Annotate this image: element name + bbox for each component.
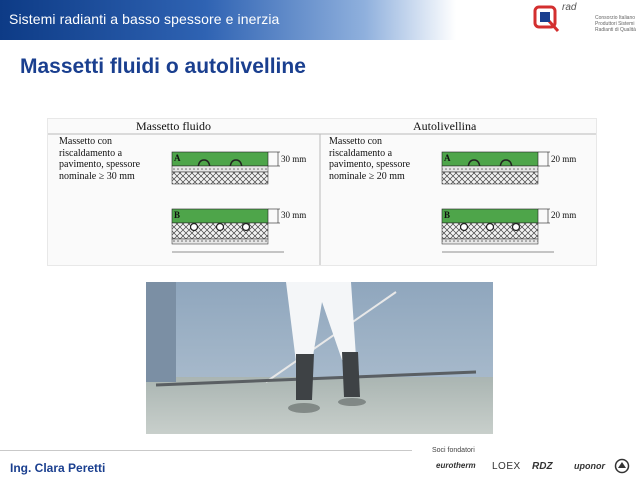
footer-divider <box>0 450 412 451</box>
right-section-a <box>442 152 550 184</box>
brand-uponor-logo: uponor <box>574 461 605 471</box>
left-column-description: Massetto con riscaldamento a pavimento, spessore nominale ≥ 30 mm <box>59 136 141 182</box>
brand-loex-logo: LOEX <box>492 461 521 472</box>
soci-fondatori-label: Soci fondatori <box>432 447 475 454</box>
author-name: Ing. Clara Peretti <box>10 461 106 475</box>
brand-rdz-logo: RDZ <box>532 461 553 472</box>
right-tag-b: B <box>444 210 451 220</box>
worker-leveling-screed-photo <box>146 282 493 434</box>
logo-caption <box>595 15 636 33</box>
logo-rad-text: rad <box>562 2 577 13</box>
left-section-b <box>172 209 284 252</box>
left-dimension-b: 30 mm <box>281 210 307 220</box>
slide-title: Massetti fluidi o autolivelline <box>20 55 306 78</box>
right-column-description: Massetto con riscaldamento a pavimento, spessore nominale ≥ 20 mm <box>329 136 411 182</box>
right-dimension-b: 20 mm <box>551 210 577 220</box>
left-column-heading: Massetto fluido <box>136 119 211 133</box>
screed-diagram <box>47 118 597 266</box>
right-section-b <box>442 209 554 252</box>
logo-caption-line: Produttori Sistemi <box>595 21 635 27</box>
qrad-logo <box>533 2 638 40</box>
left-dimension-a: 30 mm <box>281 154 307 164</box>
logo-caption-line: Radianti di Qualità <box>595 27 636 33</box>
q-logo-icon <box>533 5 561 33</box>
header-bar-text: Sistemi radianti a basso spessore e inerzia <box>9 11 280 27</box>
left-section-a <box>172 152 280 184</box>
right-column-heading: Autolivellina <box>413 119 477 133</box>
photo-illustration <box>146 282 493 434</box>
left-tag-b: B <box>174 210 181 220</box>
logo-caption-line: Consorzio Italiano <box>595 15 636 21</box>
header-bar <box>0 0 456 40</box>
brand-eurotherm-logo: eurotherm <box>436 461 476 470</box>
brand-emblem-icon <box>614 458 630 474</box>
right-tag-a: A <box>444 153 451 163</box>
right-dimension-a: 20 mm <box>551 154 577 164</box>
left-tag-a: A <box>174 153 181 163</box>
